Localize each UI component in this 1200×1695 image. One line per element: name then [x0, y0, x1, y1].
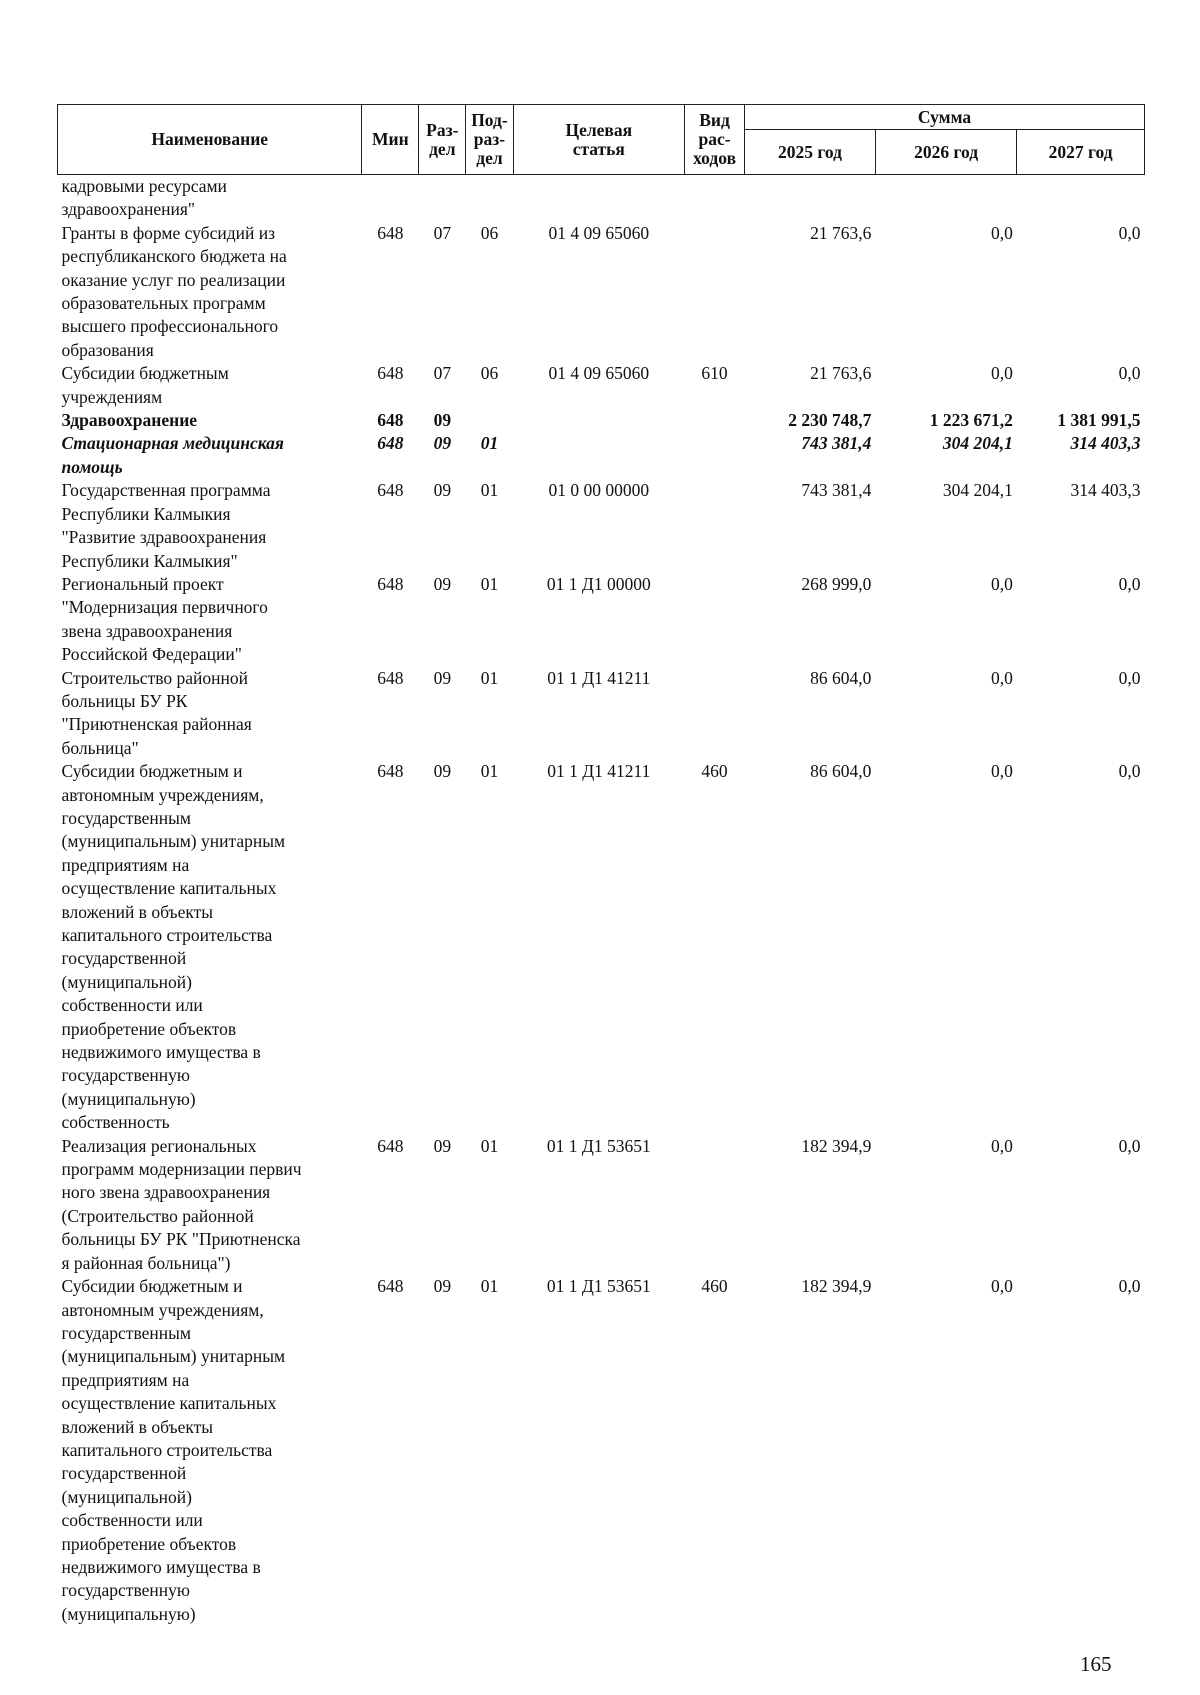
table-row [58, 760, 1145, 1135]
cell-celevaya-statya: 01 1 Д1 41211 [547, 667, 651, 688]
cell-podrazdel: 01 [480, 761, 499, 782]
cell-sum-2025: 268 999,0 [801, 573, 872, 594]
cell-name: Здравоохранение [61, 410, 198, 431]
cell-sum-2025: 86 604,0 [810, 761, 872, 782]
header-year-2026: 2026 год [875, 130, 1016, 175]
cell-sum-2025: 743 381,4 [801, 480, 872, 501]
cell-vid-rashodov [685, 1135, 745, 1275]
cell-razdel [419, 175, 466, 222]
cell-vid-rashodov [685, 432, 745, 479]
cell-celevaya-statya: 01 1 Д1 00000 [546, 573, 651, 594]
table-row [58, 432, 1145, 479]
header-min: Мин [362, 105, 419, 175]
cell-min [362, 175, 419, 222]
cell-sum-2026 [875, 175, 1016, 222]
cell-razdel: 09 [433, 480, 452, 501]
cell-sum-2026: 0,0 [990, 667, 1013, 688]
cell-sum-2027: 0,0 [1118, 1135, 1141, 1156]
cell-celevaya-statya: 01 0 00 00000 [548, 480, 650, 501]
cell-min: 648 [377, 433, 404, 454]
cell-name: кадровыми ресурсами здравоохранения" [61, 176, 227, 220]
cell-sum-2027: 314 403,3 [1070, 480, 1141, 501]
cell-vid-rashodov: 610 [701, 363, 728, 384]
header-summa: Сумма [745, 105, 1145, 130]
cell-podrazdel: 06 [480, 222, 499, 243]
cell-podrazdel [466, 175, 513, 222]
table-row [58, 479, 1145, 573]
cell-razdel: 09 [433, 410, 452, 431]
cell-sum-2026: 1 223 671,2 [929, 410, 1013, 431]
cell-razdel: 07 [433, 363, 452, 384]
cell-podrazdel: 06 [480, 363, 499, 384]
cell-sum-2027: 0,0 [1118, 573, 1141, 594]
table-row [58, 1135, 1145, 1275]
cell-sum-2027: 1 381 991,5 [1057, 410, 1141, 431]
cell-sum-2027: 0,0 [1118, 667, 1141, 688]
cell-razdel: 07 [433, 222, 452, 243]
cell-podrazdel: 01 [480, 480, 499, 501]
cell-sum-2027: 0,0 [1118, 363, 1141, 384]
cell-name: Субсидии бюджетным и автономным учреждениям, государственным (муниципальным) унитарным предприятиям на осуществление капитальных вложений в объекты капитального строительства государственной (муниципальной) собственности или приобретение объектов недвижимого имущества в государственную (муниципальную) собственность [61, 761, 286, 1133]
cell-sum-2026: 0,0 [990, 1276, 1013, 1297]
cell-vid-rashodov [685, 573, 745, 667]
page-number: 165 [1080, 1652, 1112, 1676]
cell-sum-2026: 0,0 [990, 573, 1013, 594]
cell-min: 648 [377, 363, 404, 384]
cell-sum-2027: 314 403,3 [1070, 433, 1141, 454]
cell-celevaya-statya [513, 175, 685, 222]
header-podrazdel: Под- раз- дел [466, 105, 513, 175]
cell-min: 648 [377, 667, 404, 688]
header-vid-rashodov: Вид рас- ходов [685, 105, 745, 175]
cell-vid-rashodov [685, 667, 745, 761]
cell-podrazdel: 01 [480, 1135, 499, 1156]
cell-sum-2026: 304 204,1 [942, 433, 1013, 454]
cell-sum-2026: 0,0 [990, 222, 1013, 243]
cell-min: 648 [377, 573, 404, 594]
header-year-2027: 2027 год [1017, 130, 1145, 175]
cell-min: 648 [377, 761, 404, 782]
cell-sum-2025: 182 394,9 [801, 1276, 872, 1297]
cell-sum-2025 [745, 175, 876, 222]
cell-vid-rashodov: 460 [701, 761, 728, 782]
cell-sum-2026: 0,0 [990, 761, 1013, 782]
header-celevaya-statya: Целевая статья [513, 105, 685, 175]
cell-name: Гранты в форме субсидий из республиканского бюджета на оказание услуг по реализации образовательных программ высшего профессионального образования [61, 222, 287, 360]
cell-min: 648 [377, 410, 404, 431]
cell-name: Субсидии бюджетным и автономным учреждениям, государственным (муниципальным) унитарным предприятиям на осуществление капитальных вложений в объекты капитального строительства государственной (муниципальной) собственности или приобретение объектов недвижимого имущества в государственную (муниципальную) [61, 1276, 286, 1624]
cell-sum-2026: 304 204,1 [942, 480, 1013, 501]
cell-name: Государственная программа Республики Калмыкия "Развитие здравоохранения Республики Калмыкия" [61, 480, 271, 571]
cell-sum-2027: 0,0 [1118, 222, 1141, 243]
cell-name: Стационарная медицинская помощь [61, 433, 284, 477]
cell-name: Реализация региональных программ модернизации первич ного звена здравоохранения (Строительство районной больницы БУ РК "Приютненска я районная больница") [61, 1135, 302, 1273]
cell-razdel: 09 [433, 761, 452, 782]
cell-podrazdel: 01 [480, 433, 499, 454]
cell-sum-2027: 0,0 [1118, 1276, 1141, 1297]
cell-celevaya-statya: 01 1 Д1 41211 [547, 761, 651, 782]
table-row [58, 667, 1145, 761]
cell-celevaya-statya: 01 1 Д1 53651 [546, 1276, 651, 1297]
cell-min: 648 [377, 1276, 404, 1297]
cell-celevaya-statya: 01 1 Д1 53651 [546, 1135, 651, 1156]
cell-celevaya-statya: 01 4 09 65060 [548, 222, 650, 243]
table-row [58, 1275, 1145, 1626]
cell-razdel: 09 [433, 1135, 452, 1156]
cell-vid-rashodov [685, 409, 745, 432]
cell-name: Субсидии бюджетным учреждениям [61, 363, 229, 407]
cell-sum-2027 [1017, 175, 1145, 222]
cell-sum-2025: 182 394,9 [801, 1135, 872, 1156]
cell-vid-rashodov [685, 479, 745, 573]
table-row [58, 175, 1145, 222]
cell-min: 648 [377, 222, 404, 243]
cell-razdel: 09 [433, 1276, 452, 1297]
cell-vid-rashodov [685, 175, 745, 222]
table-header [58, 105, 1145, 175]
table-body [58, 175, 1145, 1627]
table-row [58, 573, 1145, 667]
cell-celevaya-statya [513, 432, 685, 479]
cell-name: Строительство районной больницы БУ РК "Приютненская районная больница" [61, 667, 252, 758]
table-row [58, 222, 1145, 362]
cell-celevaya-statya: 01 4 09 65060 [548, 363, 650, 384]
cell-razdel: 09 [433, 667, 452, 688]
cell-celevaya-statya [513, 409, 685, 432]
cell-podrazdel: 01 [480, 667, 499, 688]
cell-sum-2025: 2 230 748,7 [788, 410, 872, 431]
cell-min: 648 [377, 1135, 404, 1156]
cell-sum-2026: 0,0 [990, 1135, 1013, 1156]
cell-vid-rashodov [685, 222, 745, 362]
cell-sum-2025: 21 763,6 [810, 222, 872, 243]
cell-sum-2025: 21 763,6 [810, 363, 872, 384]
cell-podrazdel [466, 409, 513, 432]
cell-sum-2025: 86 604,0 [810, 667, 872, 688]
cell-name: Региональный проект "Модернизация первичного звена здравоохранения Российской Федерации" [61, 573, 268, 665]
cell-min: 648 [377, 480, 404, 501]
cell-podrazdel: 01 [480, 573, 499, 594]
cell-sum-2026: 0,0 [990, 363, 1013, 384]
cell-podrazdel: 01 [480, 1276, 499, 1297]
cell-razdel: 09 [433, 433, 452, 454]
header-year-2025: 2025 год [745, 130, 876, 175]
cell-sum-2025: 743 381,4 [801, 433, 872, 454]
table-row [58, 362, 1145, 409]
header-name: Наименование [58, 105, 362, 175]
table-row [58, 409, 1145, 432]
header-razdel: Раз- дел [419, 105, 466, 175]
budget-table [57, 104, 1145, 1626]
cell-sum-2027: 0,0 [1118, 761, 1141, 782]
cell-vid-rashodov: 460 [701, 1276, 728, 1297]
cell-razdel: 09 [433, 573, 452, 594]
